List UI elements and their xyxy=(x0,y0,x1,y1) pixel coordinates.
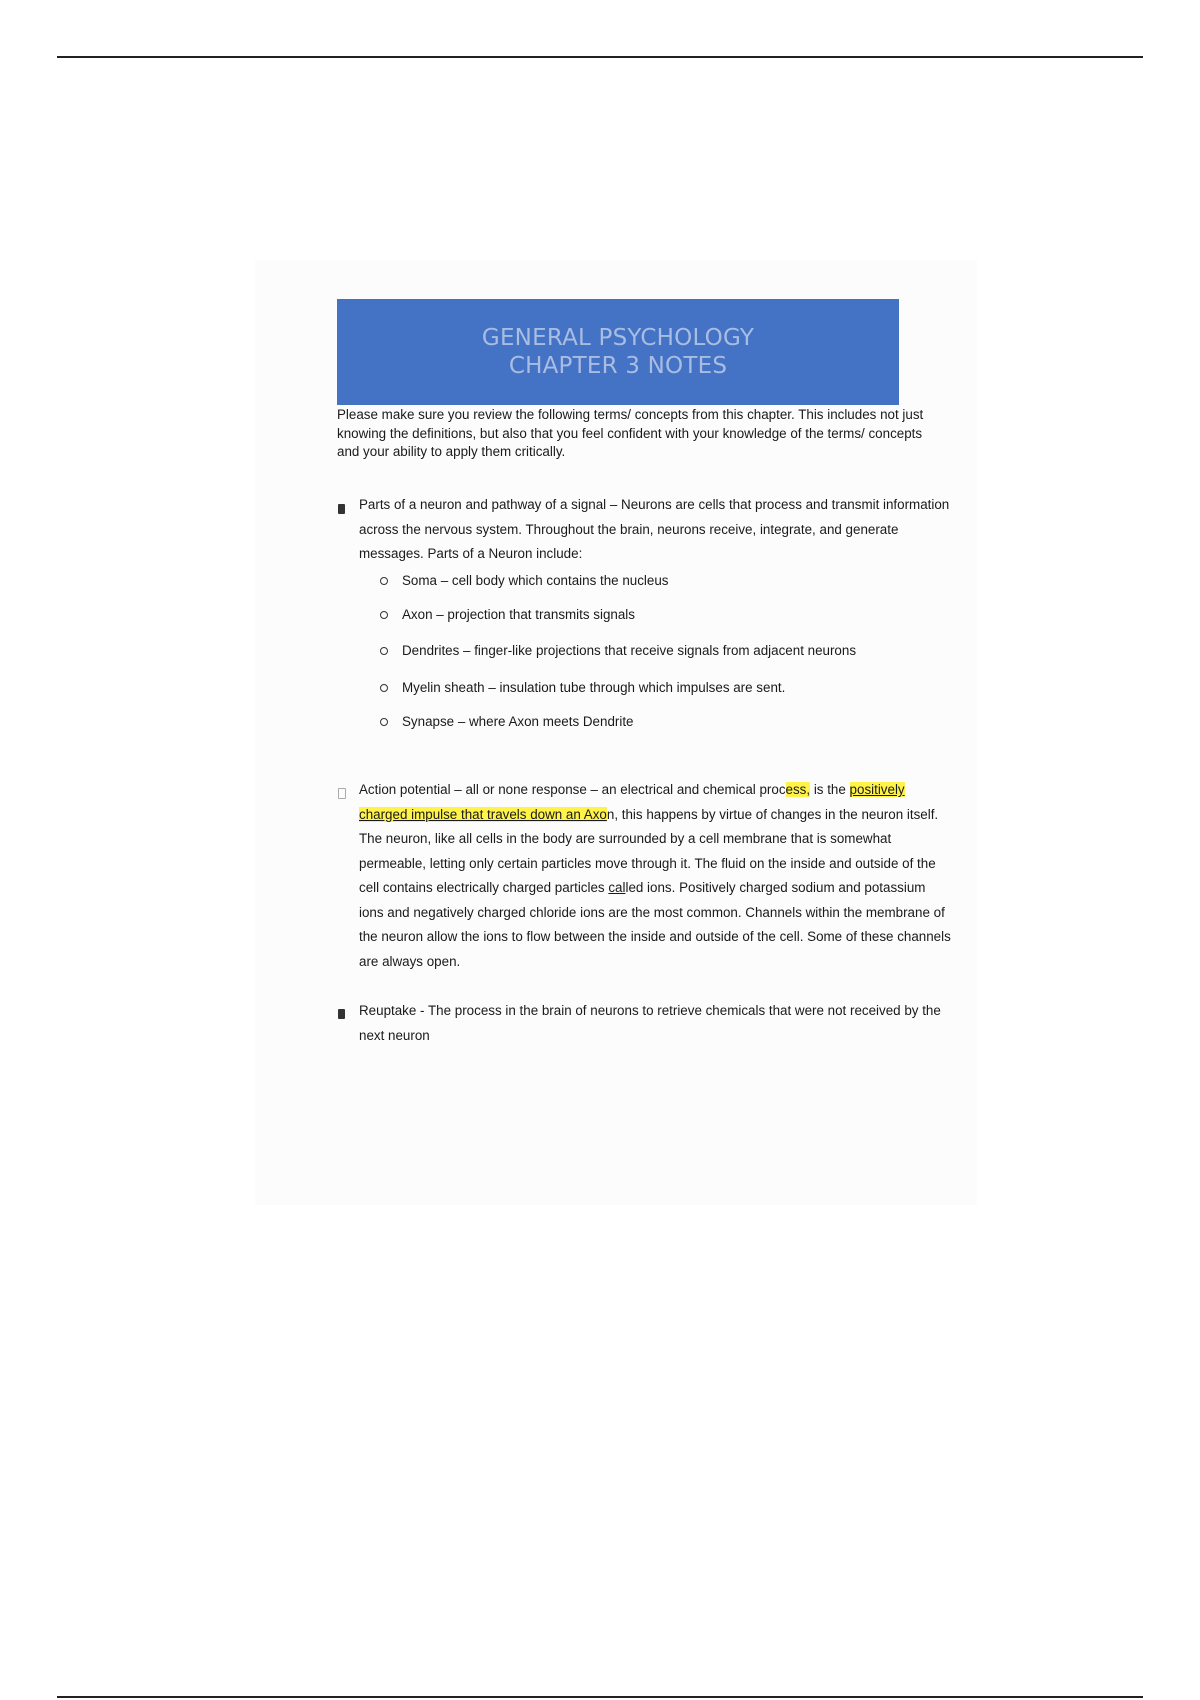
title-line-1: GENERAL PSYCHOLOGY xyxy=(481,325,755,351)
highlighted-text: positively charged impulse that travels down an Axo xyxy=(359,782,905,822)
list-item: Dendrites – finger-like projections that receive signals from adjacent neurons xyxy=(380,642,856,660)
action-potential-paragraph: Action potential – all or none response – an electrical and chemical process, is the positively charged impulse that travels down an Axon, this happens by virtue of changes in the neuron itself. The neuron, like all cells in the body are surrounded by a cell membrane that is somewhat permeable, letting only certain particles move through it. The fluid on the inside and outside of the cell contains electrically charged particles called ions. Positively charged sodium and potassium ions and negatively charged chloride ions are the most common. Channels within the membrane of the neuron allow the ions to flow between the inside and outside of the cell. Some of these channels are always open. xyxy=(359,782,951,969)
title-banner xyxy=(337,299,899,405)
neuron-paragraph: Parts of a neuron and pathway of a signal – Neurons are cells that process and transmit information across the nervous system. Throughout the brain, neurons receive, integrate, and generate messages. Parts of a Neuron include: xyxy=(359,497,950,561)
circle-bullet-icon xyxy=(380,718,388,726)
list-item: Axon – projection that transmits signals xyxy=(380,606,635,624)
circle-bullet-icon xyxy=(380,647,388,655)
bullet-icon xyxy=(337,502,352,517)
reuptake-paragraph: Reuptake - The process in the brain of neurons to retrieve chemicals that were not received by the next neuron xyxy=(359,1003,941,1043)
title-line-2: CHAPTER 3 NOTES xyxy=(508,353,728,379)
list-item: Myelin sheath – insulation tube through which impulses are sent. xyxy=(380,679,785,697)
top-rule xyxy=(57,56,1143,58)
bullet-icon xyxy=(337,786,352,801)
list-item: Synapse – where Axon meets Dendrite xyxy=(380,713,634,731)
circle-bullet-icon xyxy=(380,684,388,692)
list-item: Soma – cell body which contains the nucleus xyxy=(380,572,668,590)
underlined-text: cal xyxy=(608,880,626,895)
circle-bullet-icon xyxy=(380,577,388,585)
intro-paragraph: Please make sure you review the following terms/ concepts from this chapter. This includes not just knowing the definitions, but also that you feel confident with your knowledge of the terms/ concepts and your ability to apply them critically. xyxy=(337,407,924,459)
bottom-rule xyxy=(57,1696,1143,1698)
circle-bullet-icon xyxy=(380,611,388,619)
highlighted-text: ess, xyxy=(785,782,811,797)
bullet-icon xyxy=(337,1007,352,1022)
